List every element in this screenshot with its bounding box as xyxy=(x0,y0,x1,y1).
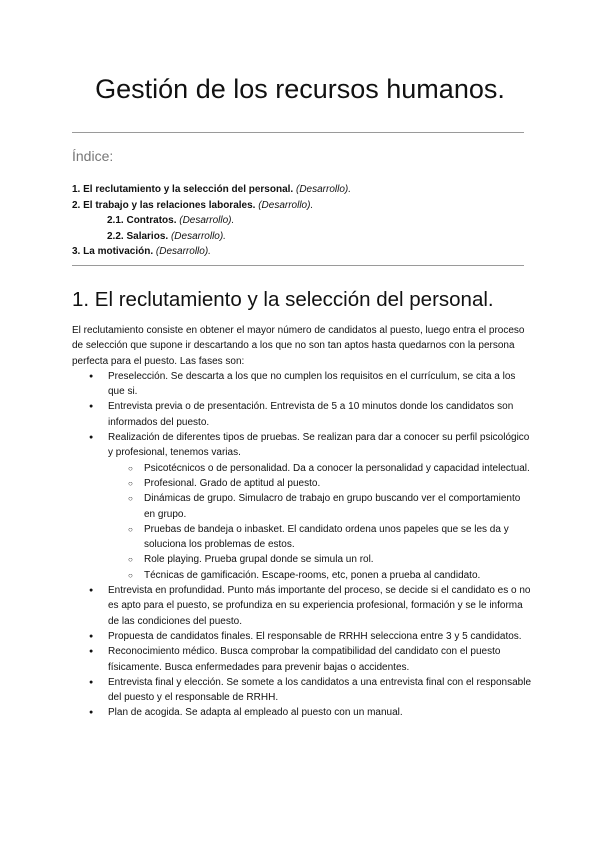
list-item: ● Preselección. Se descarta a los que no cumplen los requisitos en el currículum, se cita a los que si. xyxy=(72,369,532,400)
divider-top xyxy=(72,132,524,133)
sublist-item: ○ Dinámicas de grupo. Simulacro de trabajo en grupo buscando ver el comportamiento en grupo. xyxy=(108,491,532,522)
toc-item-2[interactable]: 2. El trabajo y las relaciones laborales. (Desarrollo). xyxy=(72,199,314,211)
list-item: ● Entrevista previa o de presentación. Entrevista de 5 a 10 minutos donde los candidatos son informados del puesto. xyxy=(72,399,532,430)
list-item: ● Reconocimiento médico. Busca comprobar la compatibilidad del candidato con el puesto físicamente. Busca enfermedades para prevenir bajas o accidentes. xyxy=(72,644,532,675)
sublist-item: ○ Pruebas de bandeja o inbasket. El candidato ordena unos papeles que se les da y soluciona los problemas de estos. xyxy=(108,522,532,553)
table-of-contents xyxy=(72,182,351,260)
toc-item-3[interactable]: 3. La motivación. (Desarrollo). xyxy=(72,246,211,257)
list-item: ● Plan de acogida. Se adapta al empleado al puesto con un manual. xyxy=(72,705,532,720)
list-item-text: Realización de diferentes tipos de pruebas. Se realizan para dar a conocer su perfil psicológico y profesional, tenemos varias. xyxy=(108,432,530,459)
section-body xyxy=(72,323,532,721)
intro-paragraph: El reclutamiento consiste en obtener el mayor número de candidatos al puesto, luego entra el proceso de selección que supone ir descartando a los que no son tan aptos hasta quedarnos con la persona perfecta para el puesto. Las fases son: xyxy=(72,325,525,367)
list-item: ● Entrevista en profundidad. Punto más importante del proceso, se decide si el candidato es o no es apto para el puesto, se profundiza en su experiencia profesional, formación y se le informa de las condiciones del puesto. xyxy=(72,583,532,629)
toc-item-1[interactable]: 1. El reclutamiento y la selección del personal. (Desarrollo). xyxy=(72,184,351,195)
document-title: Gestión de los recursos humanos. xyxy=(95,74,505,104)
list-item: ● Propuesta de candidatos finales. El responsable de RRHH selecciona entre 3 y 5 candidatos. xyxy=(72,629,532,644)
sublist-item: ○ Role playing. Prueba grupal donde se simula un rol. xyxy=(108,552,532,567)
phases-list xyxy=(72,369,532,721)
section-heading: 1. El reclutamiento y la selección del personal. xyxy=(72,288,494,311)
toc-item-2-1[interactable]: 2.1. Contratos. (Desarrollo). xyxy=(107,215,235,226)
sublist-item: ○ Profesional. Grado de aptitud al puesto. xyxy=(108,476,532,491)
sublist-item: ○ Técnicas de gamificación. Escape-rooms, etc, ponen a prueba al candidato. xyxy=(108,568,532,583)
sublist-item: ○ Psicotécnicos o de personalidad. Da a conocer la personalidad y capacidad intelectual. xyxy=(108,461,532,476)
toc-item-2-2[interactable]: 2.2. Salarios. (Desarrollo). xyxy=(107,230,226,242)
list-item: ● Entrevista final y elección. Se somete a los candidatos a una entrevista final con el responsable del puesto y el responsable de RRHH. xyxy=(72,675,532,706)
divider-bottom xyxy=(72,265,524,266)
tests-sublist xyxy=(108,461,532,583)
list-item xyxy=(72,430,532,583)
index-label: Índice: xyxy=(72,148,114,164)
